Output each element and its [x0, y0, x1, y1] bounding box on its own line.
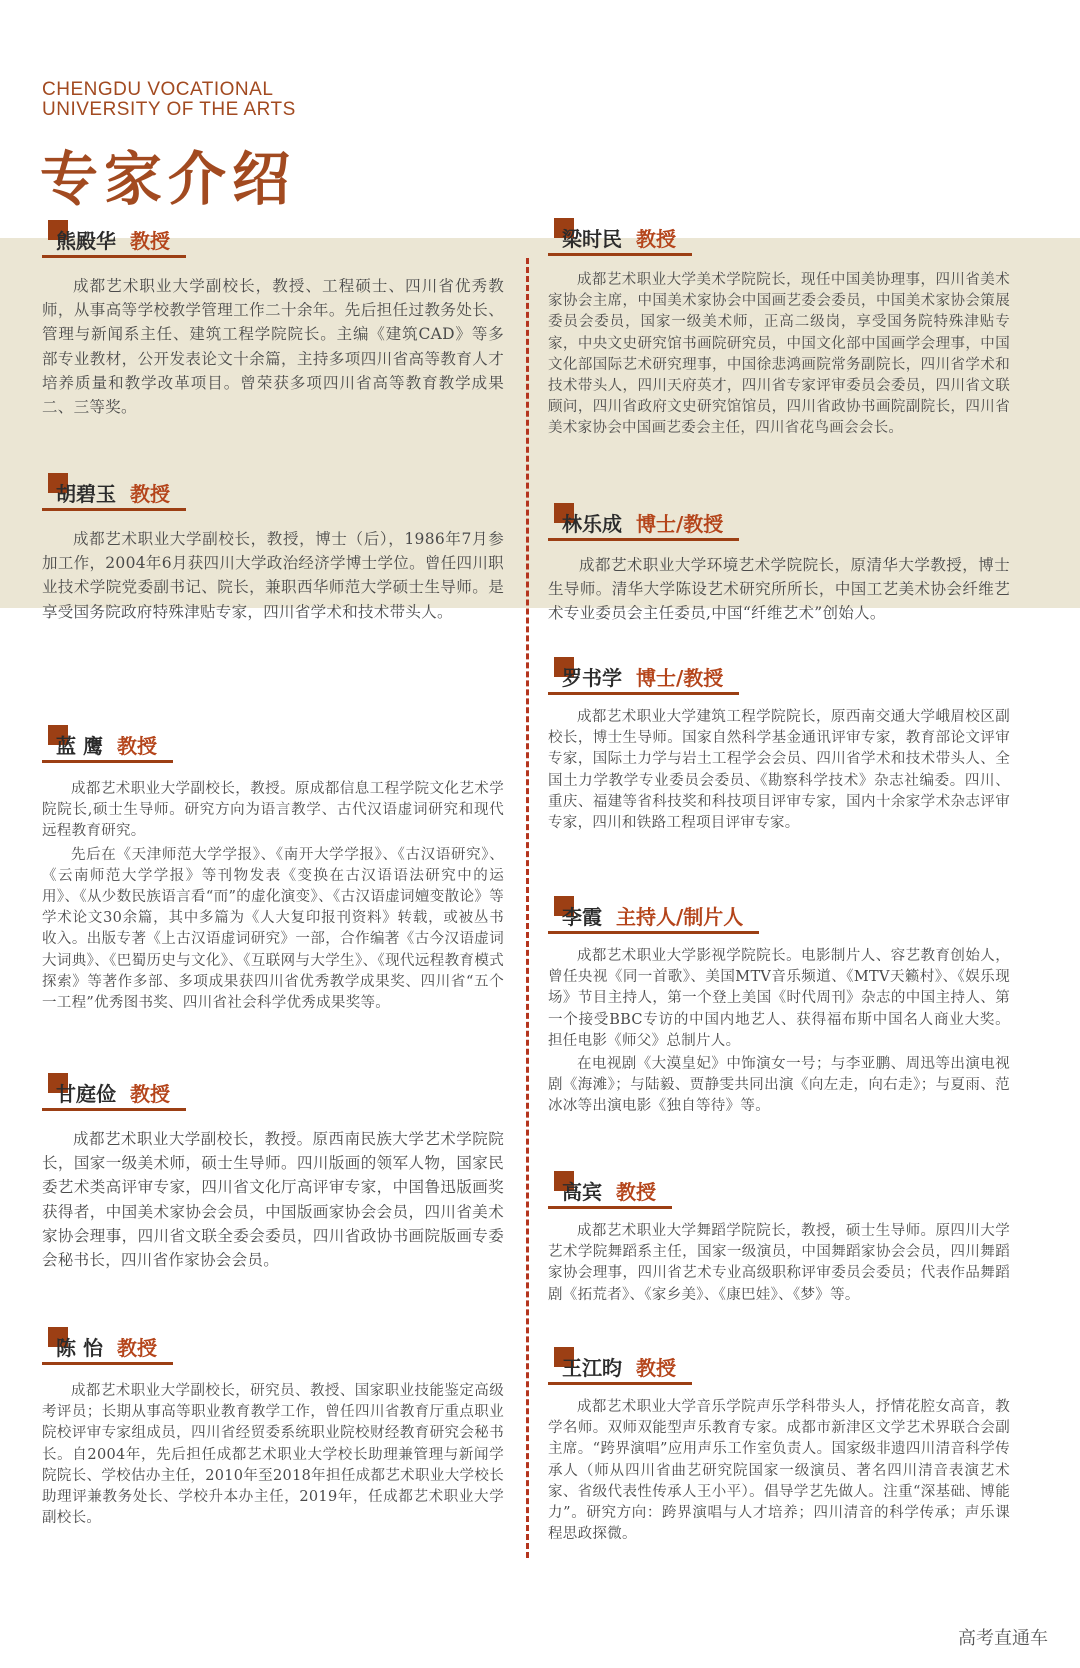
heading-underline — [42, 255, 186, 258]
page-title: 专家介绍 — [40, 145, 297, 213]
heading-underline — [42, 760, 173, 763]
expert-bio: 成都艺术职业大学副校长，教授。原成都信息工程学院文化艺术学院院长,硕士生导师。研究方向为语言教学、古代汉语虚词研究和现代远程教育研究。 — [42, 781, 504, 840]
expert-card — [548, 497, 1010, 626]
expert-title: 教授 — [130, 229, 170, 253]
expert-name: 林乐成 — [562, 512, 622, 536]
expert-heading — [548, 890, 759, 934]
expert-heading — [548, 497, 739, 541]
expert-heading — [42, 214, 186, 258]
expert-bio: 成都艺术职业大学副校长，教授，博士（后），1986年7月参加工作，2004年6月获四川大学政治经济学博士学位。曾任四川职业技术学院党委副书记、院长，兼职西华师范大学硕士生导师。是享受国务院政府特殊津贴专家，四川省学术和技术带头人。 — [42, 530, 504, 621]
heading-underline — [548, 253, 692, 256]
expert-bio: 成都艺术职业大学舞蹈学院院长，教授，硕士生导师。原四川大学艺术学院舞蹈系主任，国家一级演员，中国舞蹈家协会会员，四川舞蹈家协会理事，四川省艺术专业高级职称评审委员会委员；代表作品舞蹈剧《拓荒者》、《家乡美》、《康巴娃》、《梦》等。 — [548, 1223, 1010, 1303]
expert-card — [42, 214, 504, 419]
expert-bio: 先后在《天津师范大学学报》、《南开大学学报》、《古汉语研究》、《云南师范大学学报》等刊物发表《变换在古汉语语法研究中的运用》、《从少数民族语言看“而”的虚化演变》、《古汉语虚词嬗变散论》等学术论文30余篇，其中多篇为《人大复印报刊资料》转载，或被丛书收入。出版专著《上古汉语虚词研究》一部，合作编著《古今汉语虚词大词典》、《巴蜀历史与文化》、《互联网与大学生》、《现代远程教育模式探索》等著作多部、多项成果获四川省优秀教学成果奖、四川省“五个一工程”优秀图书奖、四川省社会科学优秀成果奖等。 — [42, 846, 504, 1012]
heading-underline — [42, 1108, 186, 1111]
column-divider — [526, 258, 529, 1558]
heading-underline — [548, 692, 739, 695]
expert-bio: 成都艺术职业大学美术学院院长，现任中国美协理事，四川省美术家协会主席，中国美术家协会中国画艺委会委员，中国美术家协会策展委员会委员，国家一级美术师，正高二级岗，享受国务院特殊津贴专家，中央文史研究馆书画院研究员，中国文化部中国画学会理事，中国文化部国际艺术研究理事，中国徐悲鸿画院常务副院长，四川省学术和技术带头人，四川天府英才，四川省专家评审委员会委员，四川省文联顾问，四川省政府文史研究馆馆员，四川省政协书画院副院长，四川省美术家协会中国画艺委会主任，四川省花鸟画会会长。 — [548, 272, 1010, 437]
expert-title: 主持人/制片人 — [616, 905, 744, 929]
heading-underline — [548, 538, 739, 541]
expert-title: 教授 — [636, 227, 676, 251]
heading-underline — [548, 931, 759, 934]
expert-bio: 在电视剧《大漠皇妃》中饰演女一号；与李亚鹏、周迅等出演电视剧《海滩》；与陆毅、贾静雯共同出演《向左走，向右走》；与夏雨、范冰冰等出演电影《独自等待》等。 — [548, 1056, 1010, 1115]
expert-title: 教授 — [130, 1082, 170, 1106]
expert-heading — [42, 1321, 173, 1365]
heading-underline — [42, 1362, 173, 1365]
expert-bio: 成都艺术职业大学音乐学院声乐学科带头人，抒情花腔女高音，教学名师。双师双能型声乐教育专家。成都市新津区文学艺术界联合会副主席。“跨界演唱”应用声乐工作室负责人。国家级非遗四川清音科学传承人（师从四川省曲艺研究院国家一级演员、著名四川清音表演艺术家、省级代表性传承人王小平）。倡导学艺先做人。注重“深基础、博能力”。研究方向：跨界演唱与人才培养；四川清音的科学传承；声乐课程思政探微。 — [548, 1399, 1010, 1543]
expert-heading — [548, 212, 692, 256]
expert-name: 蓝 鹰 — [56, 734, 103, 758]
expert-title: 博士/教授 — [636, 666, 724, 690]
expert-bio: 成都艺术职业大学环境艺术学院院长，原清华大学教授，博士生导师。清华大学陈设艺术研究所所长，中国工艺美术协会纤维艺术专业委员会主任委员,中国“纤维艺术”创始人。 — [548, 556, 1010, 623]
expert-card — [548, 651, 1010, 834]
heading-underline — [548, 1206, 672, 1209]
expert-title: 教授 — [616, 1180, 656, 1204]
expert-bio: 成都艺术职业大学副校长，研究员、教授、国家职业技能鉴定高级考评员；长期从事高等职业教育教学工作，曾任四川省教育厅重点职业院校评审专家组成员，四川省经贸委系统职业院校财经教育研究会秘书长。自2004年，先后担任成都艺术职业大学校长助理兼管理与新闻学院院长、学校估办主任，2010年至2018年担任成都艺术职业大学校长助理评兼教务处长、学校升本办主任，2019年，任成都艺术职业大学副校长。 — [42, 1383, 504, 1527]
expert-title: 教授 — [116, 734, 157, 758]
expert-title: 教授 — [116, 1336, 157, 1360]
expert-card — [548, 212, 1010, 440]
expert-heading — [42, 719, 173, 763]
expert-bio: 成都艺术职业大学副校长，教授、工程硕士、四川省优秀教师，从事高等学校教学管理工作二十余年。先后担任过教务处长、管理与新闻系主任、建筑工程学院院长。主编《建筑CAD》等多部专业教材，公开发表论文十余篇，主持多项四川省高等教育人才培养质量和教学改革项目。曾荣获多项四川省高等教育教学成果二、三等奖。 — [42, 277, 504, 417]
expert-name: 梁时民 — [562, 227, 622, 251]
school-english-name: CHENGDU VOCATIONAL UNIVERSITY OF THE ARTS — [42, 79, 296, 120]
expert-card — [42, 467, 504, 624]
expert-name: 甘庭俭 — [56, 1082, 116, 1106]
expert-heading — [548, 651, 739, 695]
expert-heading — [548, 1165, 672, 1209]
expert-heading — [42, 1067, 186, 1111]
expert-card — [548, 1341, 1010, 1545]
expert-heading — [42, 467, 186, 511]
expert-name: 熊殿华 — [56, 229, 116, 253]
expert-name: 李霞 — [562, 905, 602, 929]
expert-name: 陈 怡 — [56, 1336, 103, 1360]
expert-title: 教授 — [130, 482, 170, 506]
expert-card — [42, 1067, 504, 1272]
heading-underline — [548, 1382, 692, 1385]
expert-name: 高宾 — [562, 1180, 602, 1204]
expert-card — [548, 1165, 1010, 1306]
expert-bio: 成都艺术职业大学副校长，教授。原西南民族大学艺术学院院长，国家一级美术师，硕士生导师。四川版画的领军人物，国家民委艺术类高评审专家，四川省文化厅高评审专家，中国鲁迅版画奖获得者，中国美术家协会会员，中国版画家协会会员，四川省美术家协会理事，四川省文联全委会委员，四川省政协书画院版画专委会秘书长，四川省作家协会会员。 — [42, 1130, 504, 1270]
expert-bio: 成都艺术职业大学建筑工程学院院长，原西南交通大学峨眉校区副校长，博士生导师。国家自然科学基金通讯评审专家，教育部论文评审专家，国际土力学与岩土工程学会会员、四川省学术和技术带头人、全国土力学教学专业委员会委员、《勘察科学技术》杂志社编委。四川、重庆、福建等省科技奖和科技项目评审专家，国内十余家学术杂志评审专家，四川和铁路工程项目评审专家。 — [548, 709, 1010, 832]
expert-name: 胡碧玉 — [56, 482, 116, 506]
expert-title: 博士/教授 — [636, 512, 724, 536]
watermark: 高考直通车 — [958, 1628, 1048, 1649]
expert-card — [548, 890, 1010, 1118]
expert-bio: 成都艺术职业大学影视学院院长。电影制片人、容艺教育创始人，曾任央视《同一首歌》、美国MTV音乐频道、《MTV天籁村》、《娱乐现场》节目主持人，第一个登上美国《时代周刊》杂志的中国主持人、第一个接受BBC专访的中国内地艺人、获得福布斯中国名人商业大奖。担任电影《师父》总制片人。 — [548, 948, 1010, 1049]
expert-name: 罗书学 — [562, 666, 622, 690]
expert-title: 教授 — [636, 1356, 676, 1380]
expert-card — [42, 1321, 504, 1529]
expert-card — [42, 719, 504, 1014]
expert-name: 王江昀 — [562, 1356, 622, 1380]
heading-underline — [42, 508, 186, 511]
expert-heading — [548, 1341, 692, 1385]
